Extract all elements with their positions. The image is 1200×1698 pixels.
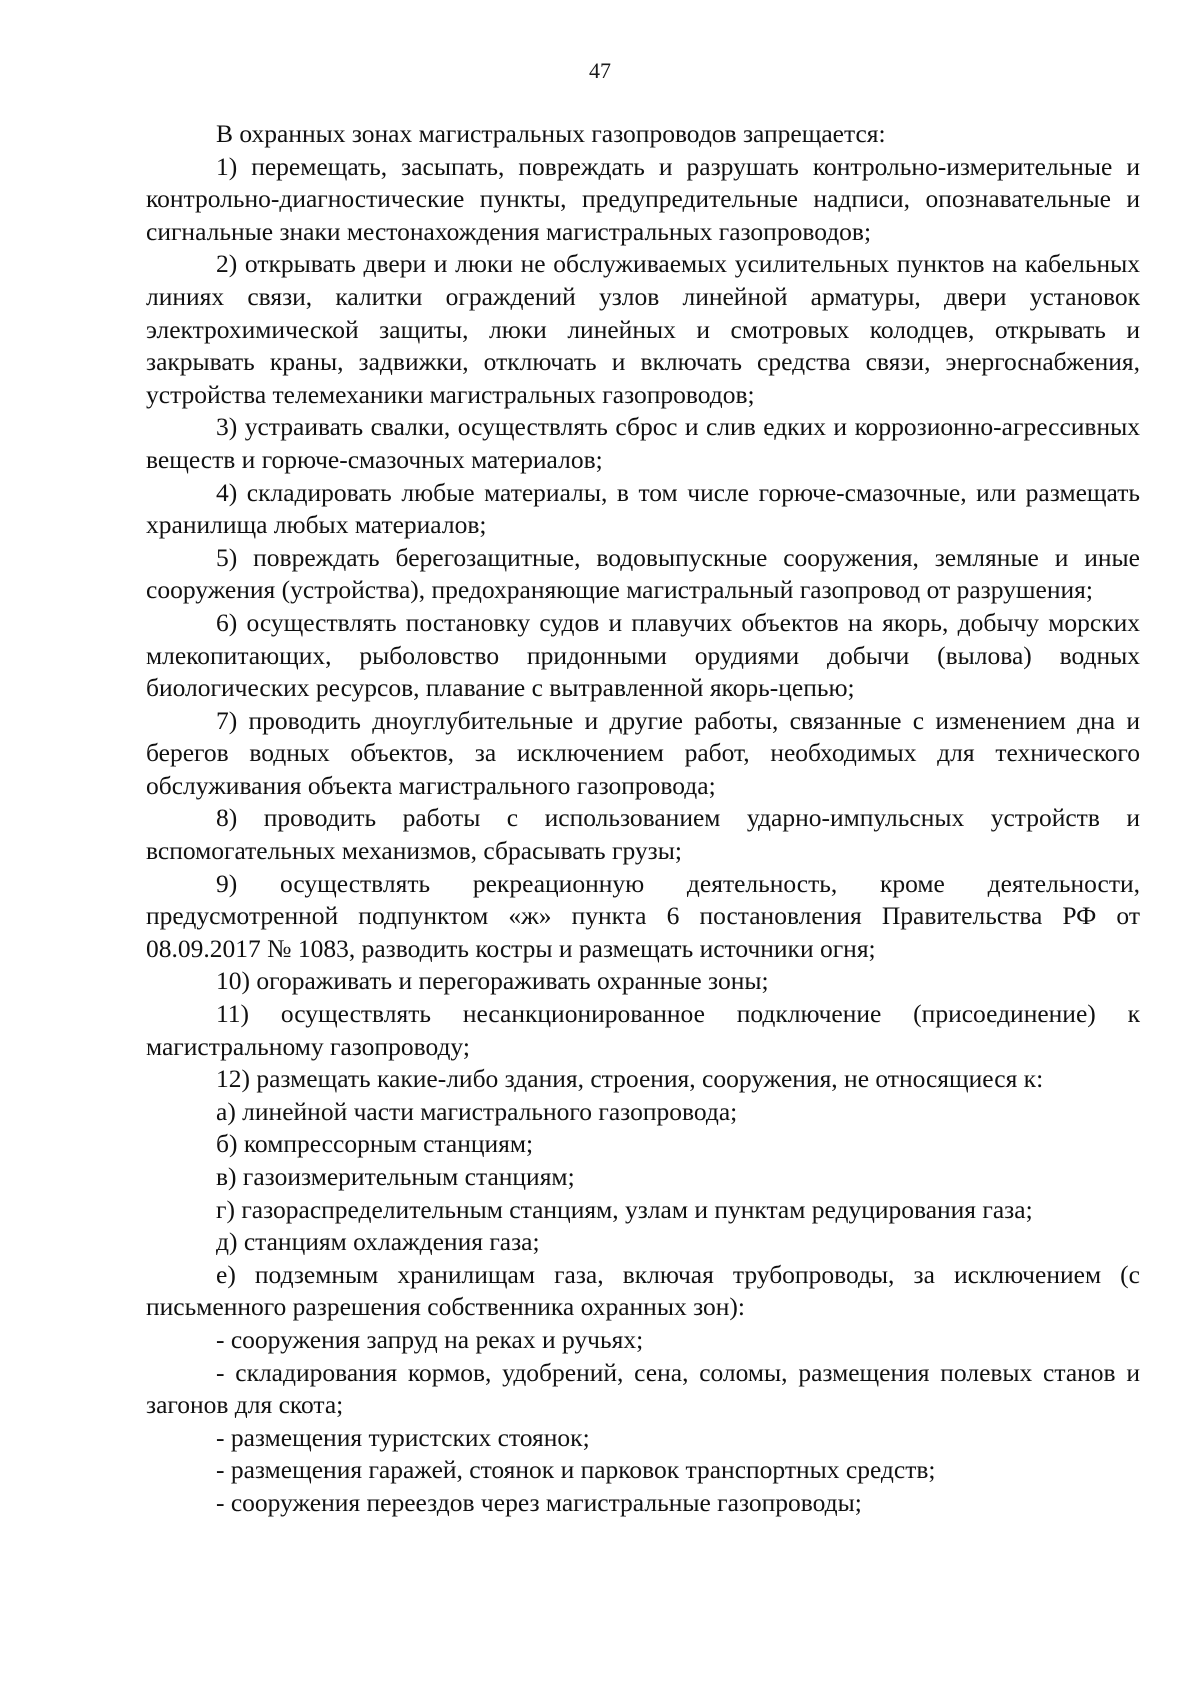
dash-item-5: - сооружения переездов через магистральные газопроводы; — [216, 1487, 862, 1517]
dash-item-3: - размещения туристских стоянок; — [216, 1422, 590, 1452]
dash-item-2: - складирования кормов, удобрений, сена, соломы, размещения полевых станов и загонов для скота; — [146, 1357, 1140, 1420]
list-item-4: 4) складировать любые материалы, в том числе горюче-смазочные, или размещать хранилища любых материалов; — [146, 477, 1140, 540]
sub-item-b: б) компрессорным станциям; — [216, 1129, 534, 1159]
dash-item-1: - сооружения запруд на реках и ручьях; — [216, 1324, 644, 1354]
list-item-3: 3) устраивать свалки, осуществлять сброс и слив едких и коррозионно-агрессивных веществ и горюче-смазочных материалов; — [146, 412, 1140, 474]
list-item-9: 9) осуществлять рекреационную деятельность, кроме деятельности, предусмотренной подпунктом «ж» пункта 6 постановления Правительства РФ от 08.09.2017 № 1083, разводить костры и размещать источники огня; — [146, 868, 1140, 963]
list-item-1: 1) перемещать, засыпать, повреждать и разрушать контрольно-измерительные и контрольно-диагностические пункты, предупредительные надписи, опознавательные и сигнальные знаки местонахождения магистральных газопроводов; — [146, 151, 1140, 246]
paragraph-intro: В охранных зонах магистральных газопроводов запрещается: — [216, 119, 886, 148]
list-item-2: 2) открывать двери и люки не обслуживаемых усилительных пунктов на кабельных линиях связи, калитки ограждений узлов линейной арматуры, двери установок электрохимической защиты, люки линейных и смотровых колодцев, открывать и закрывать краны, задвижки, отключать и включать средства связи, энергоснабжения, устройства телемеханики магистральных газопроводов; — [146, 249, 1140, 409]
list-item-6: 6) осуществлять постановку судов и плавучих объектов на якорь, добычу морских млекопитающих, рыболовство придонными орудиями добычи (вылова) водных биологических ресурсов, плавание с вытравленной якорь-цепью; — [146, 607, 1140, 703]
sub-item-v: в) газоизмерительным станциям; — [216, 1162, 575, 1191]
list-item-12: 12) размещать какие-либо здания, строения, сооружения, не относящиеся к: — [216, 1064, 1044, 1094]
list-item-5: 5) повреждать берегозащитные, водовыпускные сооружения, земляные и иные сооружения (устройства), предохраняющие магистральный газопровод от разрушения; — [146, 542, 1140, 605]
dash-item-4: - размещения гаражей, стоянок и парковок транспортных средств; — [216, 1455, 936, 1485]
list-item-8: 8) проводить работы с использованием ударно-импульсных устройств и вспомогательных механизмов, сбрасывать грузы; — [146, 803, 1140, 866]
sub-item-d: д) станциям охлаждения газа; — [216, 1227, 540, 1257]
list-item-11: 11) осуществлять несанкционированное подключение (присоединение) к магистральному газопроводу; — [146, 999, 1140, 1061]
sub-item-e: е) подземным хранилищам газа, включая трубопроводы, за исключением (с письменного разрешения собственника охранных зон): — [146, 1259, 1140, 1322]
list-item-10: 10) огораживать и перегораживать охранные зоны; — [216, 966, 769, 996]
sub-item-a: а) линейной части магистрального газопровода; — [216, 1096, 738, 1126]
sub-item-g: г) газораспределительным станциям, узлам и пунктам редуцирования газа; — [216, 1194, 1033, 1224]
page-number: 47 — [589, 58, 611, 83]
list-item-7: 7) проводить дноуглубительные и другие работы, связанные с изменением дна и берегов водных объектов, за исключением работ, необходимых для технического обслуживания объекта магистрального газопровода; — [146, 705, 1140, 800]
document-body — [146, 118, 1140, 1520]
